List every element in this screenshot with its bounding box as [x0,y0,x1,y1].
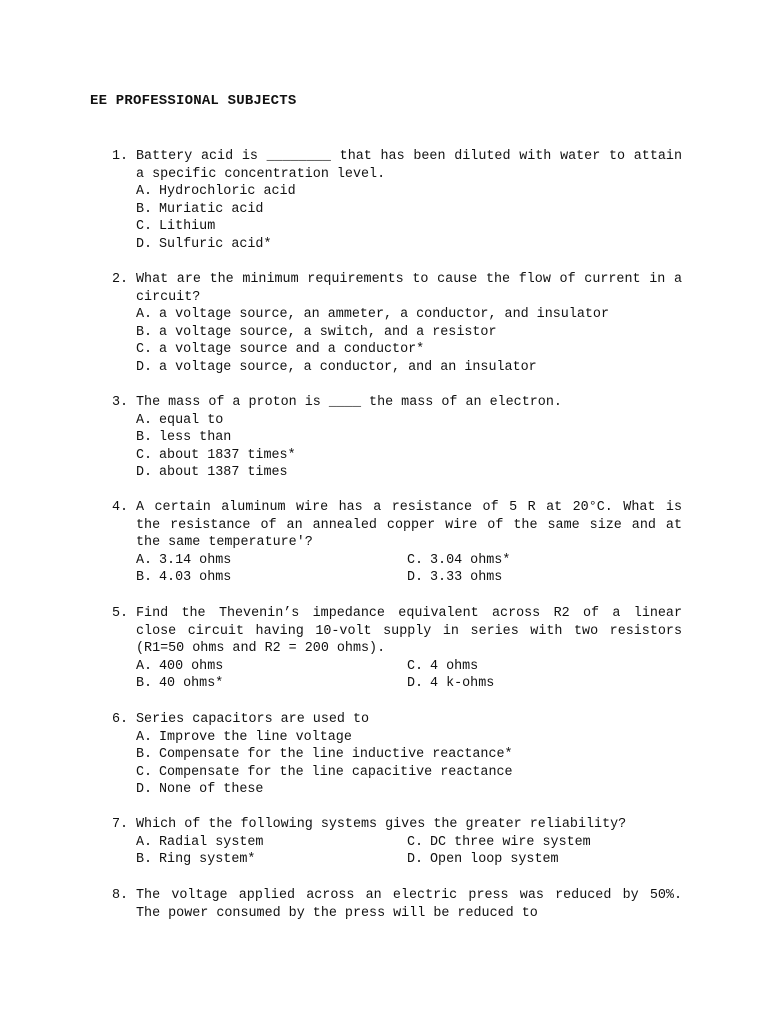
option-letter: B. [136,201,153,217]
option-letter: B. [136,324,153,340]
option-b [136,569,407,587]
question-3 [112,394,682,482]
option-text: None of these [159,782,264,798]
option-a [112,183,682,201]
option-c [112,764,682,782]
option-letter: D. [407,852,424,868]
question-text: Series capacitors are used to [136,712,370,727]
option-letter: D. [407,570,424,586]
option-letter: A. [136,307,153,323]
option-letter: C. [136,342,153,358]
option-letter: B. [136,570,153,586]
question-number: 1. [112,149,129,164]
option-a [136,658,407,676]
option-d [112,236,682,254]
option-d [407,675,678,693]
option-text: Sulfuric acid* [159,236,272,252]
question-6 [112,711,682,799]
question-1 [112,148,691,254]
option-letter: D. [136,782,153,798]
option-text: Compensate for the line capacitive reactance [159,764,513,780]
question-number: 6. [112,712,129,727]
option-text: equal to [159,412,224,428]
option-text: about 1837 times* [159,447,296,463]
option-text: DC three wire system [430,834,591,850]
option-c [112,341,682,359]
question-text: Which of the following systems gives the greater reliability? [136,817,627,832]
option-text: Lithium [159,219,216,235]
option-letter: A. [136,658,153,674]
option-c [112,218,682,236]
option-b [136,851,407,869]
question-number: 4. [112,500,129,515]
question-4 [112,499,691,587]
option-text: Improve the line voltage [159,729,352,745]
option-d [112,781,682,799]
option-c [407,552,678,570]
option-letter: D. [136,359,153,375]
option-text: Hydrochloric acid [159,184,296,200]
option-b [136,675,407,693]
option-text: Ring system* [159,852,256,868]
option-letter: A. [136,412,153,428]
page-title: EE PROFESSIONAL SUBJECTS [90,93,297,109]
option-row [112,658,682,676]
option-text: less than [159,430,232,446]
question-text: Battery acid is ________ that has been diluted with water to attain a specific concentration level. [136,149,691,182]
option-letter: D. [136,465,153,481]
option-text: 3.04 ohms* [430,552,511,568]
question-number: 5. [112,606,129,621]
option-text: Muriatic acid [159,201,264,217]
option-letter: A. [136,834,153,850]
option-d [407,569,678,587]
option-row [112,569,682,587]
option-text: 40 ohms* [159,676,224,692]
option-c [112,447,682,465]
option-text: 3.33 ohms [430,570,503,586]
option-letter: A. [136,552,153,568]
option-b [112,324,682,342]
option-b [112,746,682,764]
option-text: 400 ohms [159,658,224,674]
option-text: a voltage source, an ammeter, a conductor, and insulator [159,307,609,323]
option-text: Open loop system [430,852,559,868]
question-text: What are the minimum requirements to cause the flow of current in a circuit? [136,272,691,305]
option-text: a voltage source, a switch, and a resistor [159,324,497,340]
option-text: 4 ohms [430,658,479,674]
option-d [112,464,682,482]
option-a [112,729,682,747]
option-text: Compensate for the line inductive reactance* [159,747,513,763]
option-letter: A. [136,729,153,745]
option-letter: C. [136,447,153,463]
option-letter: B. [136,676,153,692]
option-row [112,851,682,869]
option-text: Radial system [159,834,264,850]
question-text: Find the Thevenin’s impedance equivalent across R2 of a linear close circuit having 10-volt supply in series with two resistors (R1=50 ohms and R2 = 200 ohms). [136,606,691,657]
option-text: 4.03 ohms [159,570,232,586]
option-letter: A. [136,184,153,200]
question-7 [112,816,682,869]
option-letter: C. [136,764,153,780]
option-row [112,552,682,570]
option-text: a voltage source, a conductor, and an insulator [159,359,537,375]
question-text: The mass of a proton is ____ the mass of an electron. [136,395,562,410]
option-a [112,412,682,430]
option-c [407,658,678,676]
option-row [112,675,682,693]
question-number: 7. [112,817,129,832]
option-letter: D. [407,676,424,692]
option-text: 3.14 ohms [159,552,232,568]
option-a [112,306,682,324]
question-8 [112,887,691,922]
option-d [112,359,682,377]
question-number: 3. [112,395,129,410]
question-text: The voltage applied across an electric press was reduced by 50%. The power consumed by the press will be reduced to [136,888,691,921]
option-c [407,834,678,852]
question-number: 2. [112,272,129,287]
option-letter: B. [136,747,153,763]
option-text: 4 k-ohms [430,676,495,692]
option-letter: C. [407,658,424,674]
option-text: about 1387 times [159,465,288,481]
option-a [136,552,407,570]
option-letter: D. [136,236,153,252]
option-a [136,834,407,852]
question-number: 8. [112,888,129,903]
option-letter: C. [136,219,153,235]
option-text: a voltage source and a conductor* [159,342,425,358]
option-b [112,429,682,447]
option-d [407,851,678,869]
option-row [112,834,682,852]
question-2 [112,271,691,377]
option-letter: B. [136,430,153,446]
option-b [112,201,682,219]
option-letter: C. [407,552,424,568]
question-text: A certain aluminum wire has a resistance of 5 R at 20°C. What is the resistance of an annealed copper wire of the same size and at the same temperature'? [136,500,691,551]
option-letter: B. [136,852,153,868]
question-5 [112,605,691,693]
option-letter: C. [407,834,424,850]
